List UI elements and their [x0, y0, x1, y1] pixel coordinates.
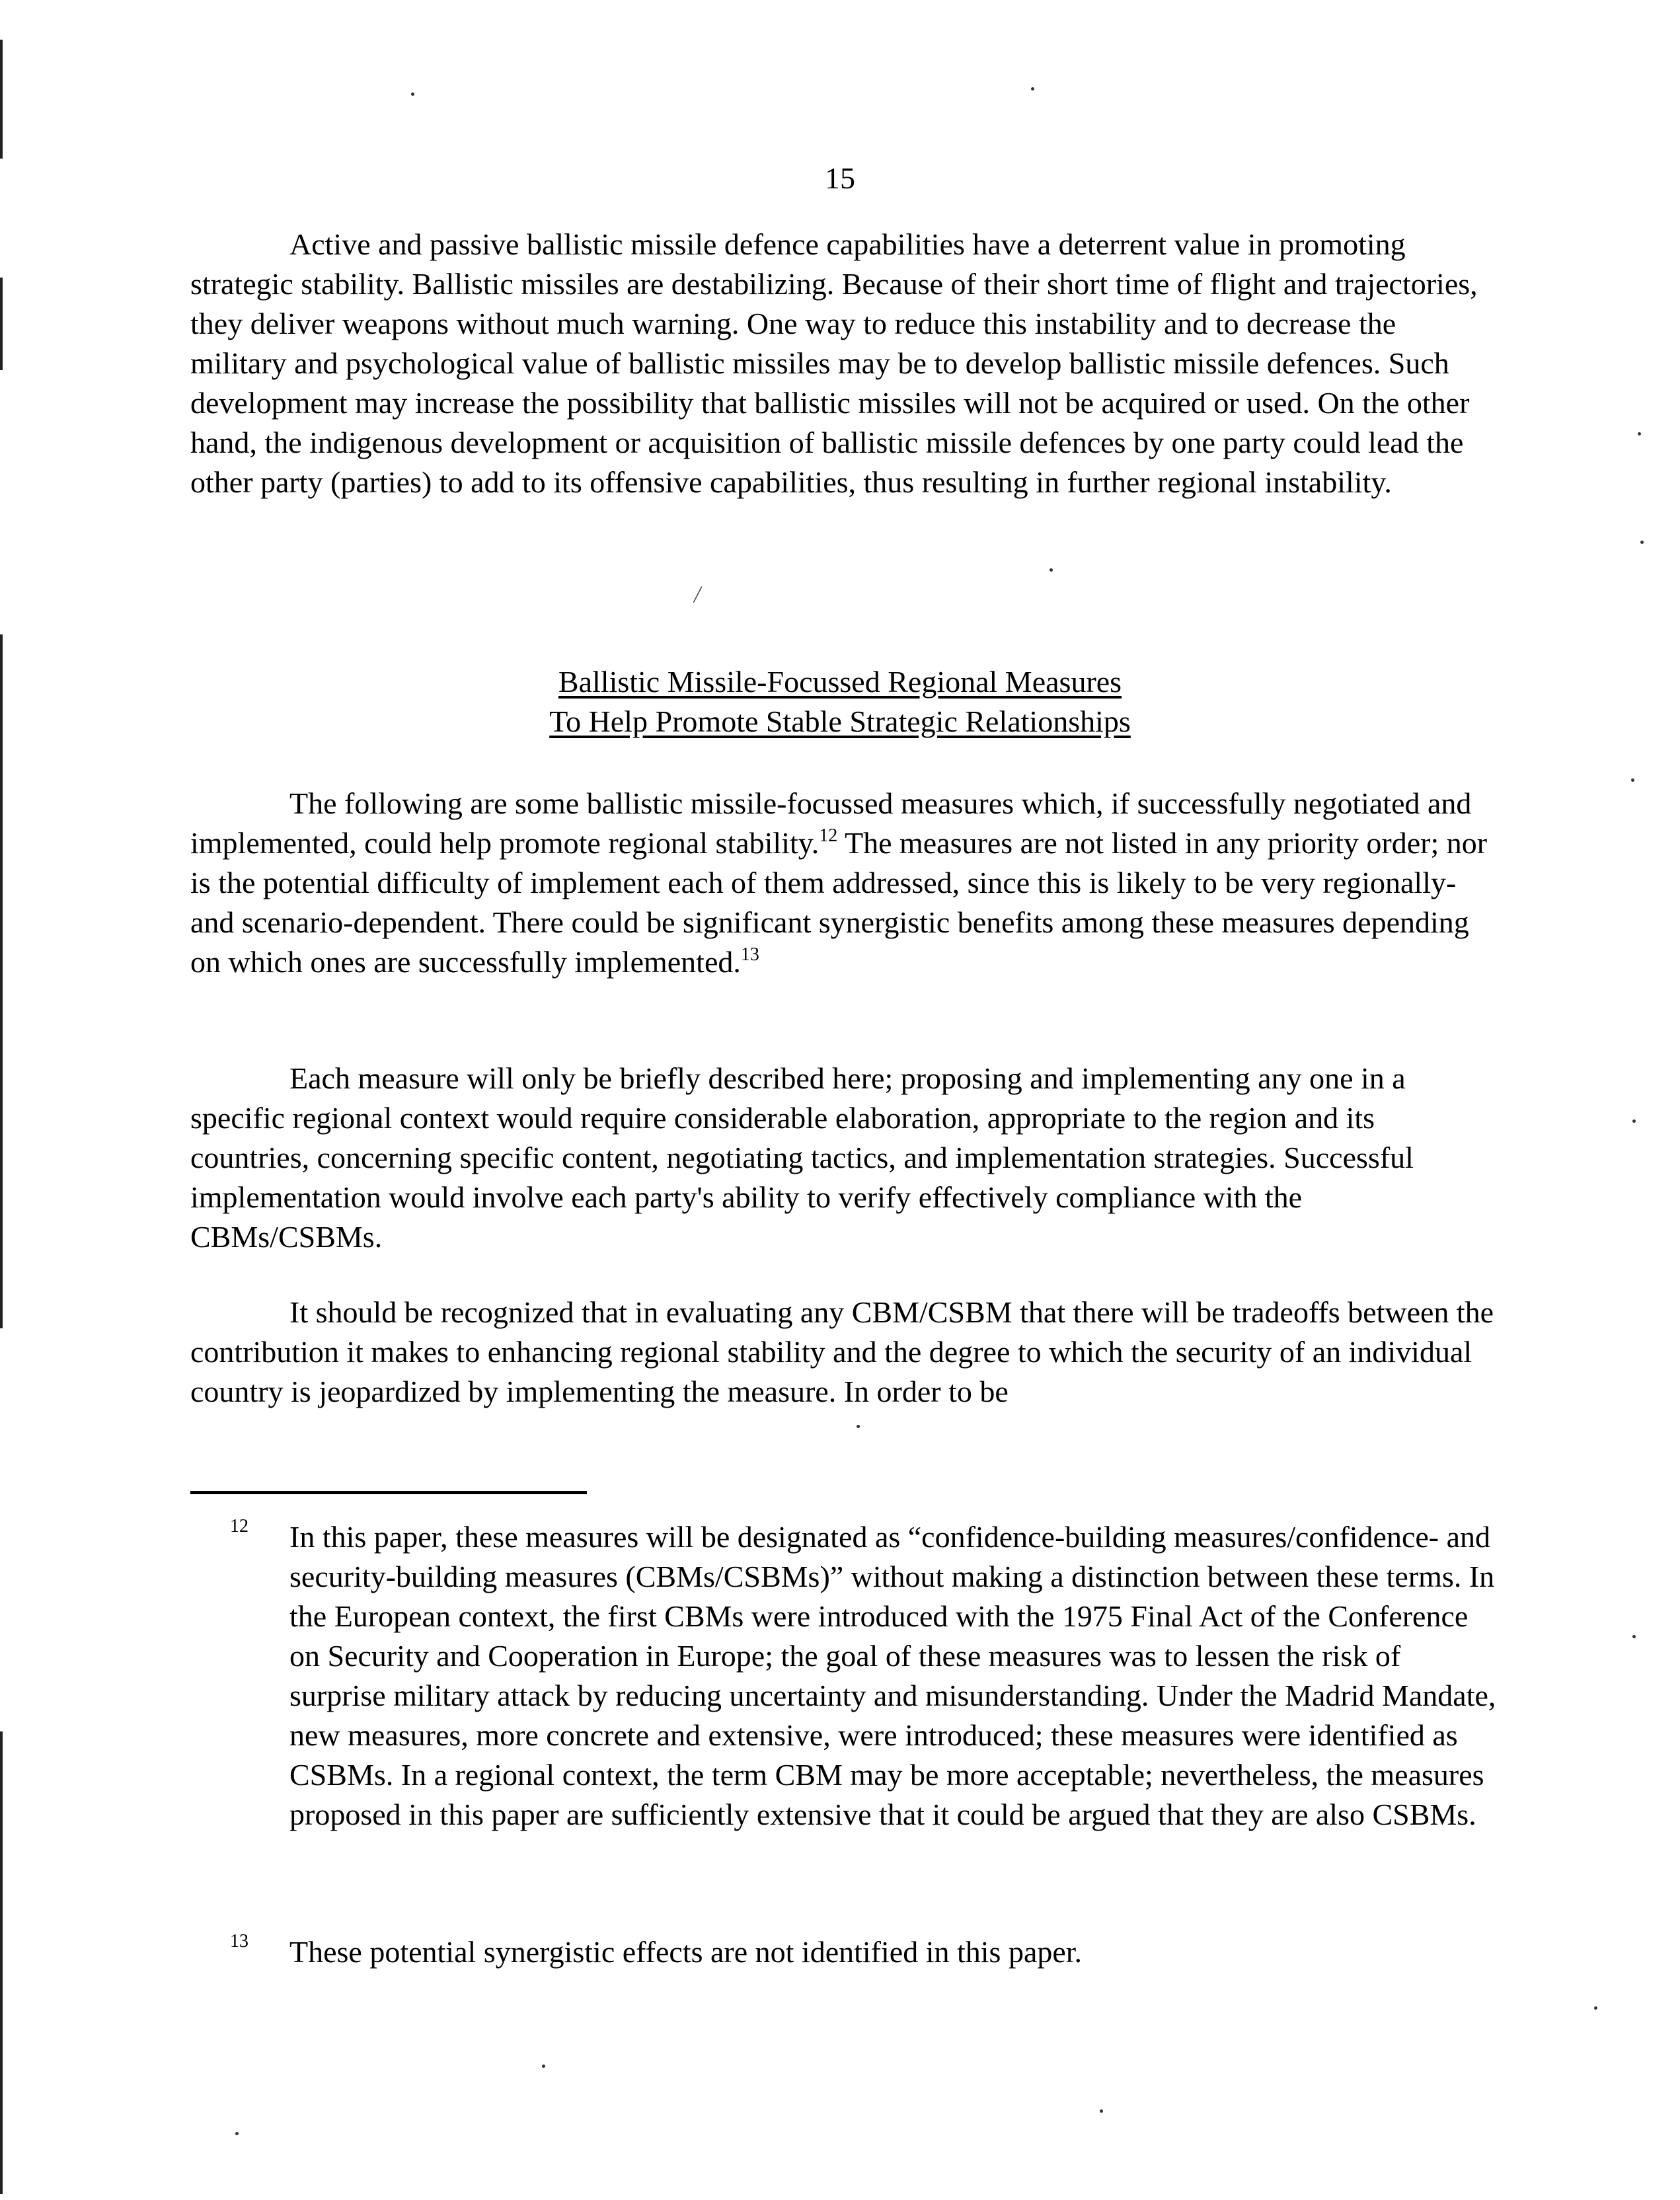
scan-speck [1632, 1119, 1636, 1123]
footnote-13 [190, 1932, 1499, 1972]
scan-speck [542, 2065, 545, 2068]
scan-speck [1594, 2006, 1597, 2010]
footnote-text: In this paper, these measures will be designated as “confidence-building measures/confidence- and security-building measures (CBMs/CSBMs)” without making a distinction between these terms. In the European context, the first CBMs were introduced with the 1975 Final Act of the Conference on Security and Cooperation in Europe; the goal of these measures was to lessen the risk of surprise military attack by reducing uncertainty and misunderstanding. Under the Madrid Mandate, new measures, more concrete and extensive, were introduced; these measures were identified as CSBMs. In a regional context, the term CBM may be more acceptable; nevertheless, the measures proposed in this paper are sufficiently extensive that it could be argued that they are also CSBMs. [289, 1520, 1496, 1831]
scan-edge-mark [0, 1731, 3, 2194]
footnote-ref-12[interactable]: 12 [819, 825, 838, 846]
scan-speck [235, 2132, 239, 2135]
section-heading-line-1: Ballistic Missile-Focussed Regional Measures [558, 665, 1122, 699]
page-number: 15 [825, 161, 855, 195]
footnote-number: 13 [230, 1931, 248, 1952]
footnote-12 [190, 1517, 1499, 1835]
scan-speck [857, 1425, 860, 1428]
scan-speck [1632, 1635, 1636, 1638]
footnote-ref-13[interactable]: 13 [740, 944, 759, 965]
scan-artifact: / [694, 581, 701, 607]
scan-edge-mark [0, 40, 3, 159]
scan-speck [1631, 778, 1634, 782]
section-heading-line-2: To Help Promote Stable Strategic Relationships [549, 704, 1131, 738]
body-paragraph-3: Each measure will only be briefly described here; proposing and implementing any one in a specific regional context would require considerable elaboration, appropriate to the region and its countries, concerning specific content, negotiating tactics, and implementation strategies. Successful implementation would involve each party's ability to verify effectively compliance with the CBMs/CSBMs. [190, 1061, 1414, 1254]
scan-speck [1031, 87, 1034, 91]
scan-edge-mark [0, 278, 3, 370]
body-paragraph-1: Active and passive ballistic missile defence capabilities have a deterrent value in promoting strategic stability. Ballistic missiles are destabilizing. Because of their short time of flight and trajectories, they deliver weapons without much warning. One way to reduce this instability and to decrease the military and psychological value of ballistic missiles may be to develop ballistic missile defences. Such development may increase the possibility that ballistic missiles will not be acquired or used. On the other hand, the indigenous development or acquisition of ballistic missile defences by one party could lead the other party (parties) to add to its offensive capabilities, thus resulting in further regional instability. [190, 227, 1478, 499]
paragraph-text: The following are some ballistic missile-focussed measures which, if successfully negotiated and implemented, could help promote regional stability. [190, 786, 1472, 860]
footnote-text: These potential synergistic effects are not identified in this paper. [289, 1935, 1083, 1969]
body-paragraph-4: It should be recognized that in evaluating any CBM/CSBM that there will be tradeoffs between the contribution it makes to enhancing regional stability and the degree to which the security of an individual country is jeopardized by implementing the measure. In order to be [190, 1295, 1494, 1408]
scan-speck [1100, 2109, 1103, 2113]
footnote-number: 12 [230, 1516, 248, 1536]
scan-speck [411, 93, 414, 96]
scan-speck [1050, 568, 1053, 572]
scan-speck [1638, 432, 1641, 436]
footnote-separator [190, 1491, 587, 1494]
paragraph-text: The measures are not listed in any priority order; nor is the potential difficulty of implement each of them addressed, since this is likely to be very regionally- and scenario-dependent. There could be significant synergistic benefits among these measures depending on which ones are successfully implemented. [190, 826, 1488, 979]
body-paragraph-2 [190, 784, 1499, 982]
scan-speck [1640, 541, 1644, 544]
